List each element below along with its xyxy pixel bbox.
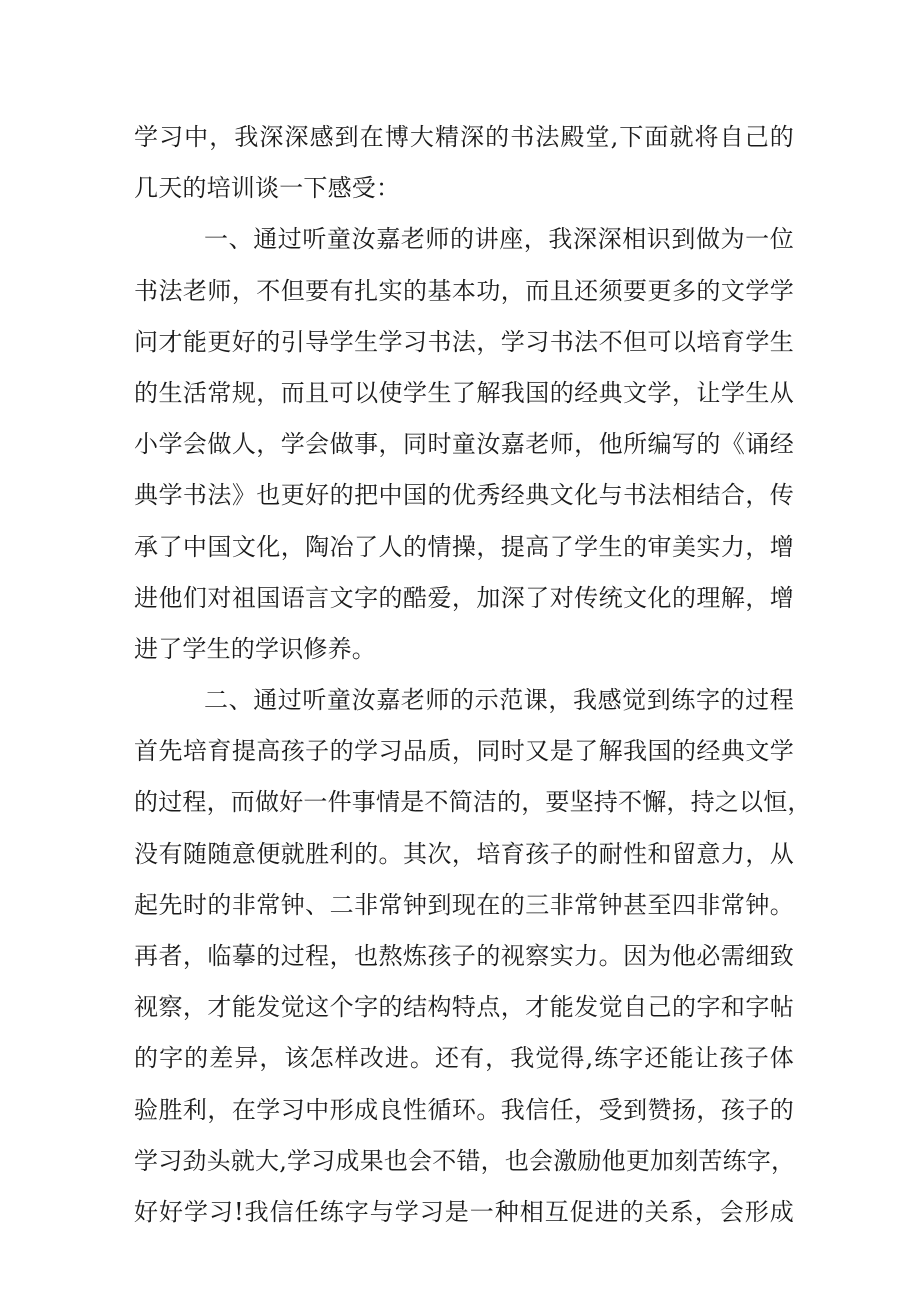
text-line: 进了学生的学识修养。 bbox=[134, 634, 376, 663]
text-line: 问才能更好的引导学生学习书法，学习书法不但可以培育学生 bbox=[134, 327, 794, 356]
text-line: 典学书法》也更好的把中国的优秀经典文化与书法相结合，传 bbox=[134, 481, 794, 510]
text-line: 学习劲头就大,学习成果也会不错，也会激励他更加刻苦练字， bbox=[134, 1146, 796, 1175]
text-line: 的生活常规，而且可以使学生了解我国的经典文学，让学生从 bbox=[134, 378, 794, 407]
text-line: 的过程，而做好一件事情是不简洁的，要坚持不懈，持之以恒， bbox=[134, 788, 812, 817]
text-line: 承了中国文化，陶冶了人的情操，提高了学生的审美实力，增 bbox=[134, 532, 794, 561]
text-line: 几天的培训谈一下感受： bbox=[134, 174, 401, 203]
paragraph-point-one bbox=[134, 214, 794, 675]
text-line: 进他们对祖国语言文字的酷爱，加深了对传统文化的理解，增 bbox=[134, 583, 794, 612]
text-line: 首先培育提高孩子的学习品质，同时又是了解我国的经典文学 bbox=[134, 737, 794, 766]
text-line: 二、通过听童汝嘉老师的示范课，我感觉到练字的过程 bbox=[204, 686, 794, 715]
document-body bbox=[134, 112, 812, 1238]
text-line: 的字的差异，该怎样改进。还有，我觉得,练字还能让孩子体 bbox=[134, 1044, 794, 1073]
text-line: 小学会做人，学会做事，同时童汝嘉老师，他所编写的《诵经 bbox=[134, 430, 794, 459]
text-line: 学习中，我深深感到在博大精深的书法殿堂,下面就将自己的 bbox=[134, 123, 794, 151]
text-line: 没有随随意便就胜利的。其次，培育孩子的耐性和留意力，从 bbox=[134, 839, 794, 868]
text-line: 视察，才能发觉这个字的结构特点，才能发觉自己的字和字帖 bbox=[134, 993, 794, 1022]
text-line: 书法老师，不但要有扎实的基本功，而且还须要更多的文学学 bbox=[134, 276, 794, 305]
paragraph-point-two bbox=[134, 675, 812, 1238]
text-line: 验胜利，在学习中形成良性循环。我信任，受到赞扬，孩子的 bbox=[134, 1095, 794, 1124]
paragraph-intro bbox=[134, 112, 794, 214]
text-line: 再者，临摹的过程，也熬炼孩子的视察实力。因为他必需细致 bbox=[134, 942, 794, 970]
text-line: 一、通过听童汝嘉老师的讲座，我深深相识到做为一位 bbox=[204, 225, 794, 254]
text-line: 起先时的非常钟、二非常钟到现在的三非常钟甚至四非常钟。 bbox=[134, 890, 794, 919]
text-line: 好好学习!我信任练字与学习是一种相互促进的关系，会形成 bbox=[134, 1197, 794, 1226]
